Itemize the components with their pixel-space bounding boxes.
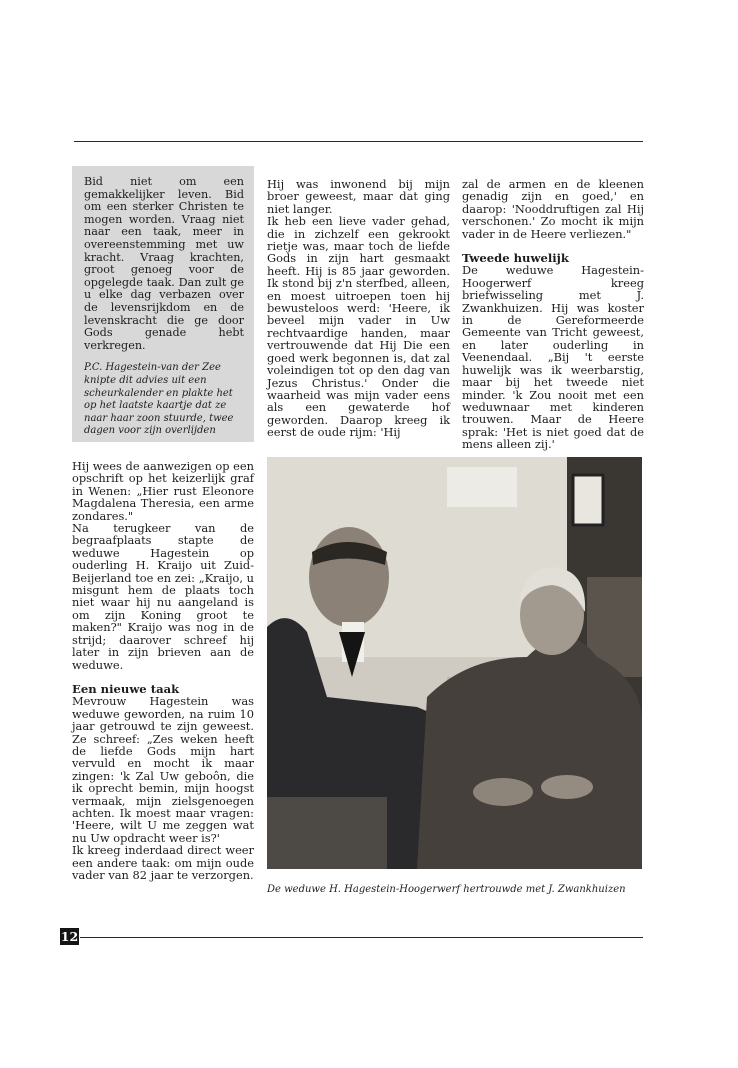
column-right-top (462, 178, 644, 451)
top-rule (74, 141, 643, 142)
page-number: 12 (60, 929, 79, 944)
right-paragraph-2: De weduwe Hagestein-Hoogerwerf kreeg briefwisseling met J. Zwankhuizen. Hij was koster in de Gereformeerde Gemeente van Tricht geweest, en later ouderling in Veenendaal. „Bij 't eerste huwelijk was ik weerbarstig, maar bij het tweede niet minder. 'k Zou nooit met een weduwnaar met kinderen trouwen. Maar de Heere sprak: 'Het is niet goed dat de mens alleen zij.' (462, 263, 644, 452)
bottom-rule (80, 937, 643, 938)
heading-tweede-huwelijk: Tweede huwelijk (462, 251, 569, 266)
mid-paragraph-1: Hij was inwonend bij mijn broer geweest, maar dat ging niet langer. (267, 177, 450, 216)
left-paragraph-3: Mevrouw Hagestein was weduwe geworden, na ruim 10 jaar getrouwd te zijn geweest. Ze schreef: „Zes weken heeft de liefde Gods mijn hart vervuld en mocht ik maar zingen: 'k Zal Uw geboôn, die ik oprecht bemin, mijn hoogst vermaak, mijn zielsgenoegen achten. Ik moest maar vragen: 'Heere, wilt U me zeggen wat nu Uw opdracht weer is?' (72, 694, 254, 845)
mid-paragraph-2: Ik heb een lieve vader gehad, die in zichzelf een gekrookt rietje was, maar toch de liefde Gods in zijn hart gesmaakt heeft. Hij is 85 jaar geworden. Ik stond bij z'n sterfbed, alleen, en moest uitroepen toen hij bewusteloos werd: 'Heere, ik beveel mijn vader in Uw rechtvaardige handen, maar vertrouwende dat Hij Die een goed werk begonnen is, dat zal voleindigen tot op den dag van Jezus Christus.' Onder die waarheid was mijn vader eens als een gewaterde hof geworden. Daarop kreeg ik eerst de oude rijm: 'Hij (267, 214, 450, 440)
left-paragraph-2: Na terugkeer van de begraafplaats stapte de weduwe Hagestein op ouderling H. Kraijo uit Zuid-Beijerland toe en zei: „Kraijo, u misgunt hem de plaats toch niet waar hij nu aangeland is om zijn Koning groot te maken?" Kraijo was nog in de strijd; daarover schreef hij later in zijn brieven aan de weduwe. (72, 521, 254, 672)
quote-sidebar (72, 166, 254, 442)
heading-een-nieuwe-taak: Een nieuwe taak (72, 681, 180, 696)
left-paragraph-1: Hij wees de aanwezigen op een opschrift op het keizerlijk graf in Wenen: „Hier rust Eleonore Magdalena Theresia, een arme zondares." (72, 459, 254, 523)
couple-photo (267, 457, 642, 869)
right-paragraph-1: zal de armen en de kleenen genadig zijn en goed,' en daarop: 'Nooddruftigen zal Hij verschonen.' Zo mocht ik mijn vader in de Heere verliezen." (462, 177, 644, 241)
column-left (72, 460, 254, 881)
column-middle-top (267, 178, 450, 439)
left-paragraph-4: Ik kreeg inderdaad direct weer een andere taak: om mijn oude vader van 82 jaar te verzorgen. (72, 843, 254, 882)
photo-caption: De weduwe H. Hagestein-Hoogerwerf hertrouwde met J. Zwankhuizen (267, 884, 626, 895)
sidebar-text: Bid niet om een gemakkelijker leven. Bid om een sterker Christen te mogen worden. Vraag niet naar een taak, meer in overeenstemming met uw kracht. Vraag krachten, groot genoeg voor de opgelegde taak. Dan zult ge u elke dag verbazen over de levensrijkdom en de levenskracht die ge door Gods genade hebt verkregen. (84, 175, 244, 352)
sidebar-caption: P.C. Hagestein-van der Zee knipte dit advies uit een scheurkalender en plakte het op het laatste kaartje dat ze naar haar zoon stuurde, twee dagen voor zijn overlijden (84, 362, 234, 437)
